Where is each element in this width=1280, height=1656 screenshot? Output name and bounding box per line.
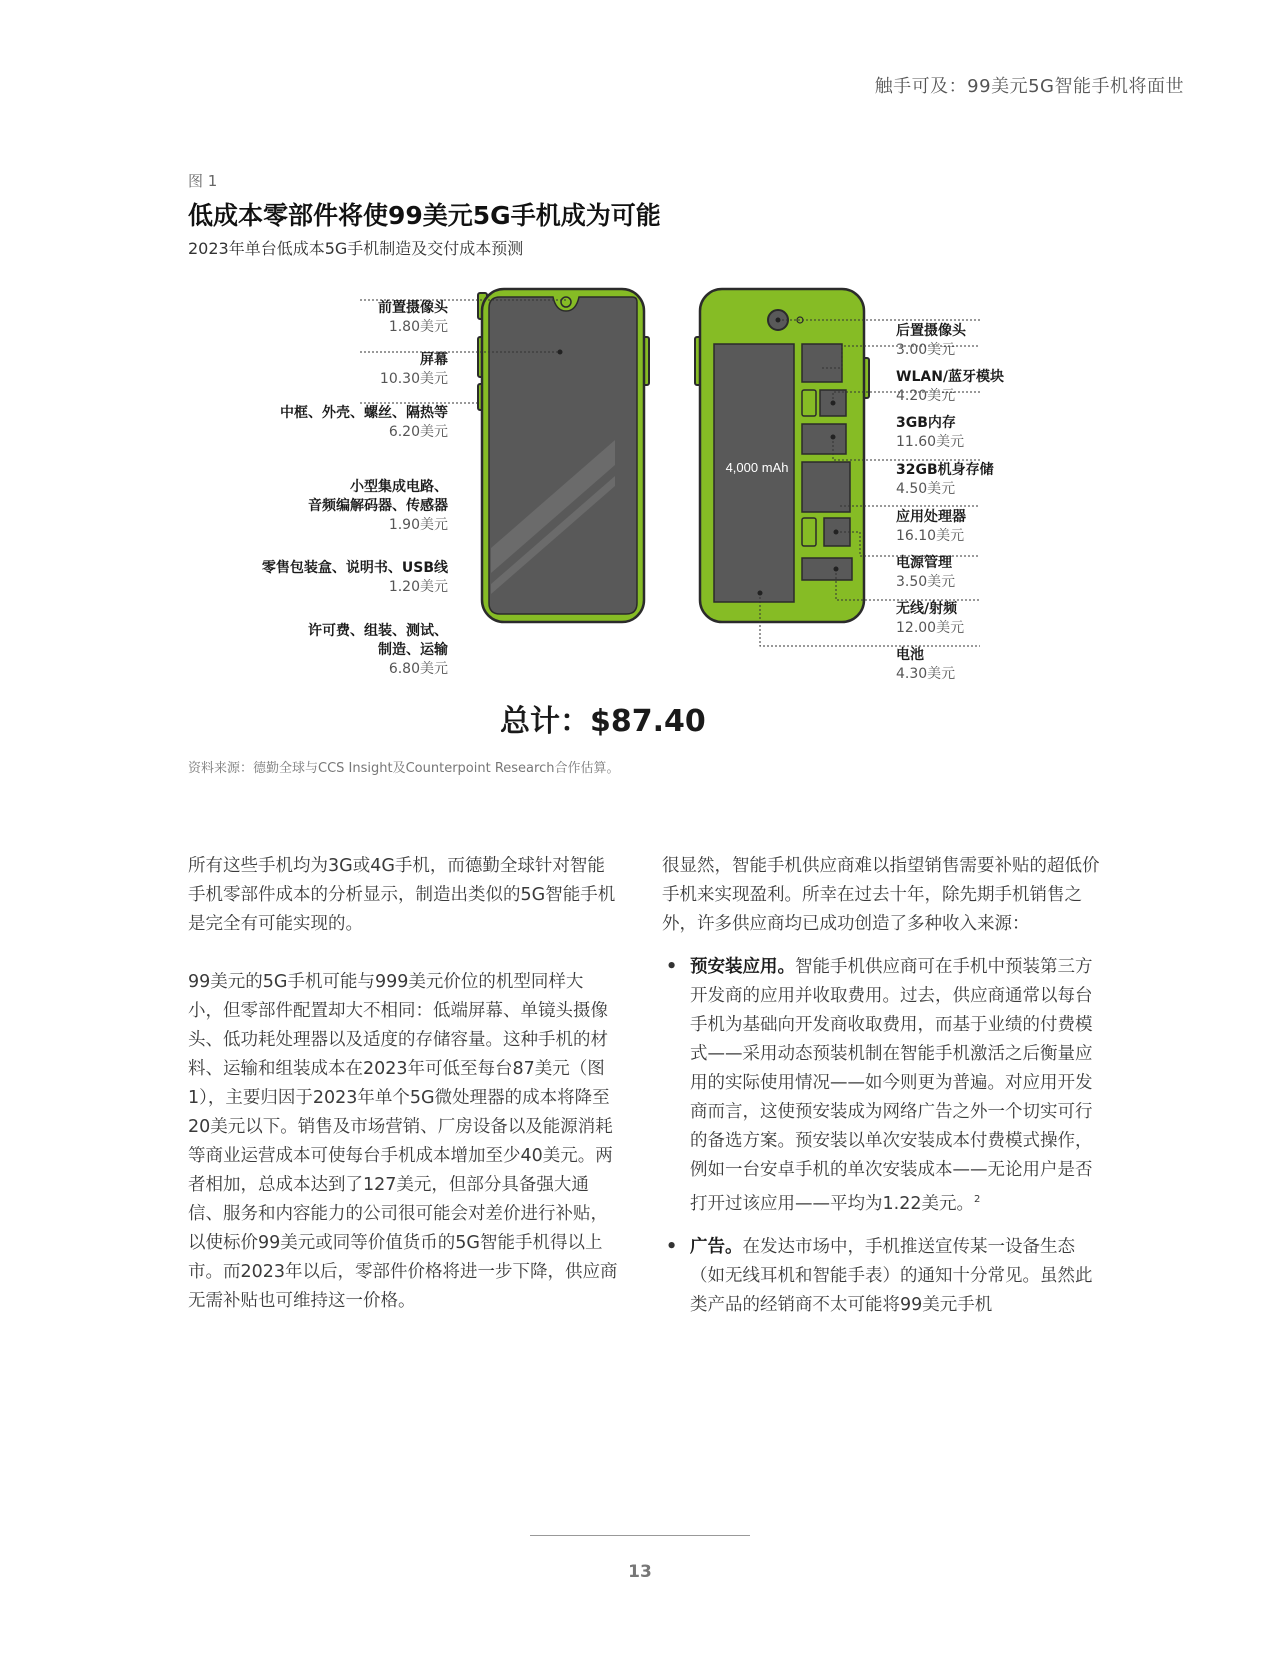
rf-chip [802,558,852,580]
list-item [662,1233,1102,1320]
bullet-icon: • [666,957,678,977]
packaging-label: 零售包装盒、说明书、USB线 1.20美元 [261,560,448,595]
small-ic-label: 小型集成电路、 音频编解码器、传感器 1.90美元 [308,479,448,533]
storage-label: 32GB机身存储 4.50美元 [896,462,994,497]
power-management-label: 电源管理 3.50美元 [896,555,956,590]
footnote-ref[interactable]: 2 [973,1194,981,1205]
frame-housing-label: 中框、外壳、螺丝、隔热等 6.20美元 [280,405,448,440]
screen-label: 屏幕 10.30美元 [379,352,448,387]
paragraph: 很显然，智能手机供应商难以指望销售需要补贴的超低价手机来实现盈利。所幸在过去十年，除先期手机销售之外，许多供应商均已成功创造了多种收入来源： [662,856,1100,934]
rf-label: 无线/射频 12.00美元 [896,601,965,636]
front-camera-dot [561,297,571,307]
body-right-column [662,852,1102,1334]
storage-chip [802,424,846,454]
front-phone [478,289,649,622]
bullet-text: 智能手机供应商可在手机中预装第三方开发商的应用并收取费用。过去，供应商通常以每台手机为基础向开发商收取费用，而基于业绩的付费模式——采用动态预装机制在智能手机激活之后衡量应用的实际使用情况——如今则更为普遍。对应用开发商而言，这使预安装成为网络广告之外一个切实可行的备选方案。预安装以单次安装成本付费模式操作，例如一台安卓手机的单次安装成本——无论用户是否打开过该应用——平均为1.22美元。 [690,957,1093,1214]
page-number: 13 [628,1562,652,1582]
footer-divider [530,1535,750,1536]
paragraph: 99美元的5G手机可能与999美元价位的机型同样大小，但零部件配置却大不相同：低端屏幕、单镜头摄像头、低功耗处理器以及适度的存储容量。这种手机的材料、运输和组装成本在2023年可低至每台87美元（图1），主要归因于2023年单个5G微处理器的成本将降至20美元以下。销售及市场营销、厂房设备以及能源消耗等商业运营成本可使每台手机成本增加至少40美元。两者相加，总成本达到了127美元，但部分具备强大通信、服务和内容能力的公司很可能会对差价进行补贴，以使标价99美元或同等价值货币的5G智能手机得以上市。而2023年以后，零部件价格将进一步下降，供应商无需补贴也可维持这一价格。 [188,972,618,1311]
total-cost: 总计：$87.40 [500,704,706,739]
figure-source: 资料来源：德勤全球与CCS Insight及Counterpoint Research合作估算。 [188,761,620,776]
paragraph: 所有这些手机均为3G或4G手机，而德勤全球针对智能手机零部件成本的分析显示，制造出类似的5G智能手机是完全有可能实现的。 [188,856,616,934]
figure-subtitle: 2023年单台低成本5G手机制造及交付成本预测 [188,239,524,258]
list-item [662,953,1102,1219]
wlan-bt-label: WLAN/蓝牙模块 4.20美元 [896,369,1005,404]
app-processor-label: 应用处理器 16.10美元 [896,509,966,544]
figure-title: 低成本零部件将使99美元5G手机成为可能 [188,201,661,230]
bullet-title: 广告。 [690,1236,743,1257]
wlan-module [802,344,842,382]
ram-label: 3GB内存 11.60美元 [896,415,965,450]
body-left-column [188,852,618,1345]
battery-label: 电池 4.30美元 [896,647,956,682]
processor-chip [802,462,850,512]
front-camera-label: 前置摄像头 1.80美元 [378,300,448,335]
figure-label: 图 1 [188,172,218,190]
phone-cost-diagram [0,0,1280,720]
rear-camera-label: 后置摄像头 3.00美元 [896,323,966,358]
running-header: 触手可及：99美元5G智能手机将面世 [874,76,1184,97]
back-phone [695,289,869,622]
battery-capacity-label: 4,000 mAh [725,460,789,475]
bullet-icon: • [666,1236,678,1257]
bullet-text: 在发达市场中，手机推送宣传某一设备生态（如无线耳机和智能手表）的通知十分常见。虽然此类产品的经销商不太可能将99美元手机 [690,1236,1093,1315]
bullet-title: 预安装应用。 [690,957,795,977]
licensing-assembly-label: 许可费、组装、测试、 制造、运输 6.80美元 [308,623,448,677]
